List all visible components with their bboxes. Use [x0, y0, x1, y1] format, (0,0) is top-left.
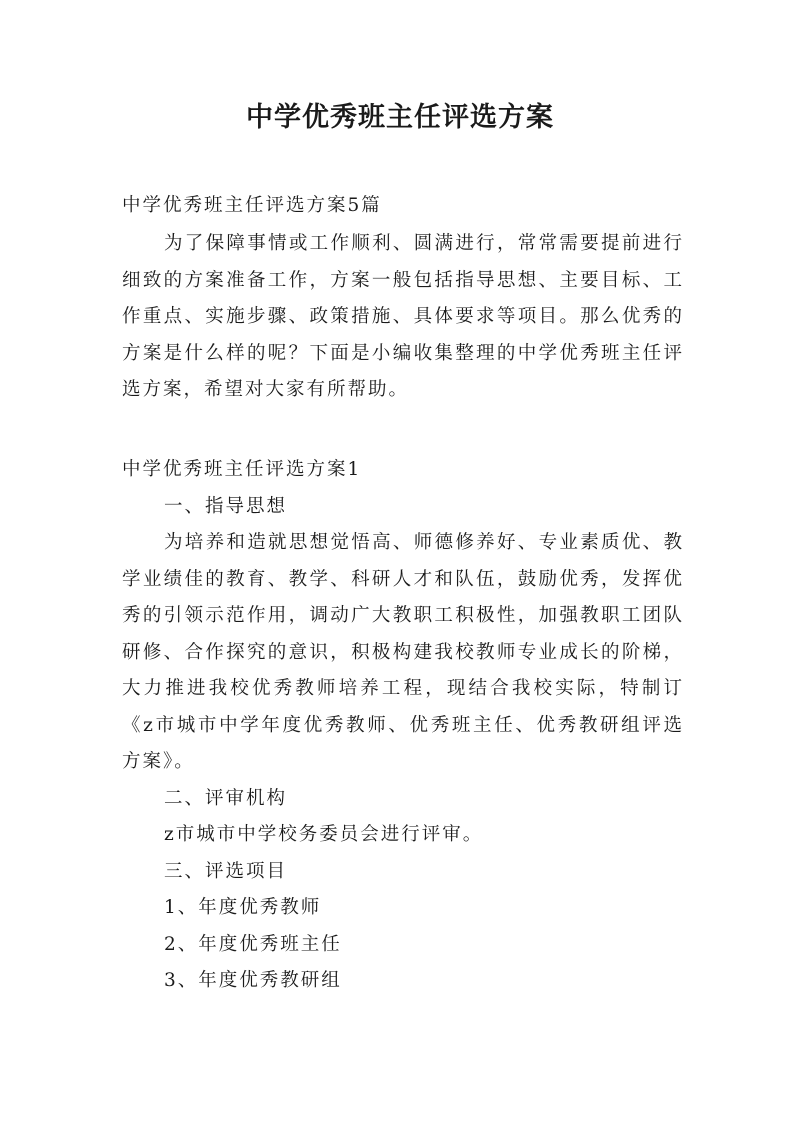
intro-paragraph: 为了保障事情或工作顺利、圆满进行，常常需要提前进行细致的方案准备工作，方案一般包括指导思想、主要目标、工作重点、实施步骤、政策措施、具体要求等项目。那么优秀的方案是什么样的呢？下面是小编收集整理的中学优秀班主任评选方案，希望对大家有所帮助。	[122, 233, 684, 400]
plan-section	[122, 452, 684, 1000]
document-subtitle: 中学优秀班主任评选方案5篇	[122, 195, 382, 216]
section-title-review-body: 二、评审机构	[164, 787, 288, 809]
list-item: 1、年度优秀教师	[164, 897, 322, 918]
list-item: 2、年度优秀班主任	[164, 933, 342, 955]
list-item: 3、年度优秀教研组	[164, 970, 342, 991]
document-title: 中学优秀班主任评选方案	[246, 102, 554, 133]
section-title-award-items: 三、评选项目	[164, 860, 288, 882]
guiding-idea-paragraph: 为培养和造就思想觉悟高、师德修养好、专业素质优、教学业绩佳的教育、教学、科研人才和队伍，鼓励优秀，发挥优秀的引领示范作用，调动广大教职工积极性，加强教职工团队研修、合作探究的意识，积极构建我校教师专业成长的阶梯，大力推进我校优秀教师培养工程，现结合我校实际，特制订《z市城市中学年度优秀教师、优秀班主任、优秀教研组评选方案》。	[122, 532, 684, 772]
review-body-paragraph: z市城市中学校务委员会进行评审。	[164, 824, 484, 845]
plan-heading: 中学优秀班主任评选方案1	[122, 459, 362, 480]
section-title-guiding-idea: 一、指导思想	[164, 495, 288, 517]
